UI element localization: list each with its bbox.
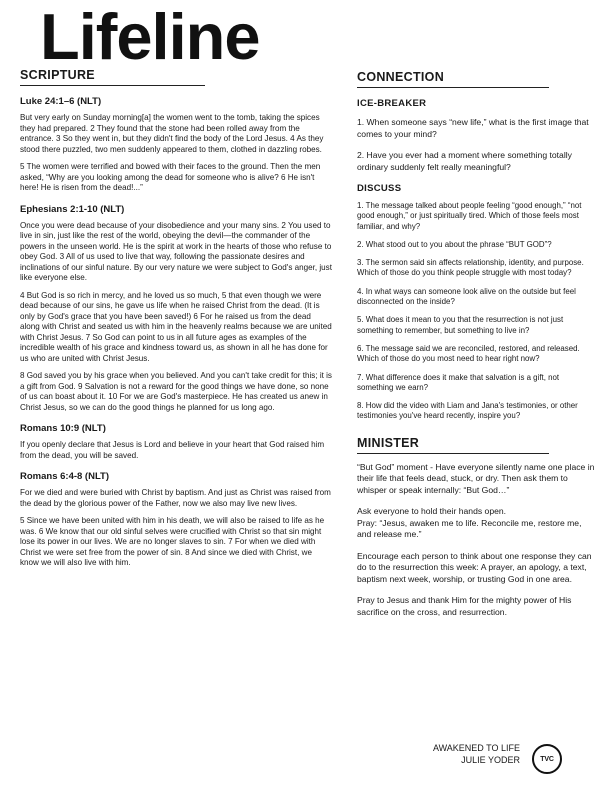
passage-paragraph: But very early on Sunday morning[a] the women went to the tomb, taking the spices they had prepared. 2 They found that the stone had been rolled away from the entrance. 3 So they went in, but they didn't find the body of the Lord Jesus. 4 As they stood there puzzled, two men suddenly appeared to them, clothed in dazzling robes. <box>20 113 324 154</box>
connection-heading: CONNECTION <box>357 70 549 88</box>
discussion-question: 4. In what ways can someone look alive on the outside but feel disconnected on the inside? <box>357 286 576 307</box>
minister-paragraph: Pray to Jesus and thank Him for the mighty power of His sacrifice on the cross, and resurrection. <box>357 595 572 617</box>
discussion-question: 7. What difference does it make that salvation is a gift, not something we earn? <box>357 372 560 392</box>
passage-paragraph: Once you were dead because of your disobedience and your many sins. 2 You used to live in sin, just like the rest of the world, obeying the devil—the commander of the powers in the unseen world. He is the spirit at work in the hearts of those who refuse to obey God. 3 All of us used to live that way, following the passionate desires and inclinations of our sinful nature. By our very nature we were subject to God's anger, just like everyone else. <box>20 220 332 282</box>
passage-reference: Romans 10:9 (NLT) <box>20 423 106 434</box>
footer-credits <box>414 742 520 766</box>
passage-paragraph: If you openly declare that Jesus is Lord and believe in your heart that God raised him from the dead, you will be saved. <box>20 440 325 460</box>
passage-reference: Ephesians 2:1-10 (NLT) <box>20 203 125 215</box>
discuss-heading: DISCUSS <box>357 183 402 194</box>
speaker-name: JULIE YODER <box>461 755 520 765</box>
scripture-column <box>20 68 332 576</box>
icebreaker-question: 2. Have you ever had a moment where something totally ordinary suddenly felt really meaningful? <box>357 150 572 172</box>
passage-paragraph: 4 But God is so rich in mercy, and he loved us so much, 5 that even though we were dead because of our sins, he gave us life when he raised Christ from the dead. (It is only by God's grace that you have been saved!) 6 For he raised us from the dead along with Christ and seated us with him in the heavenly realms because we are united with Christ Jesus. 7 So God can point to us in all future ages as examples of the incredible wealth of his grace and kindness toward us, as shown in all he has done for us who are united with Christ Jesus. <box>20 290 332 363</box>
scripture-heading: SCRIPTURE <box>20 68 205 86</box>
discussion-question: 5. What does it mean to you that the resurrection is not just something to remember, but something to live in? <box>357 315 564 335</box>
passage-paragraph: For we died and were buried with Christ by baptism. And just as Christ was raised from the dead by the glorious power of the Father, now we also may live new lives. <box>20 488 331 508</box>
minister-paragraph: “But God” moment - Have everyone silently name one place in their life that feels dead, stuck, or dry. Then ask them to whisper or speak internally: “But God…” <box>357 461 595 495</box>
connection-column <box>357 70 597 628</box>
minister-heading: MINISTER <box>357 436 549 454</box>
page-title: Lifeline <box>40 0 260 73</box>
passage-paragraph: 5 The women were terrified and bowed with their faces to the ground. Then the men asked, “Why are you looking among the dead for someone who is alive? 6 He isn't here! He is risen from the dead!...” <box>20 162 321 192</box>
passage-reference: Romans 6:4-8 (NLT) <box>20 471 110 482</box>
passage-reference: Luke 24:1–6 (NLT) <box>20 96 102 107</box>
passage-paragraph: 5 Since we have been united with him in his death, we will also be raised to life as he was. 6 We know that our old sinful selves were crucified with Christ so that sin might lose its power in our lives. We are no longer slaves to sin. 7 For when we died with Christ we were set free from the power of sin. 8 And since we died with Christ, we know we will also live with him. <box>20 516 325 567</box>
discussion-question: 6. The message said we are reconciled, restored, and released. Which of those do you most need to hear right now? <box>357 343 580 364</box>
minister-paragraph: Ask everyone to hold their hands open. Pray: “Jesus, awaken me to life. Reconcile me, restore me, and release me.” <box>357 506 582 540</box>
tvc-logo: TVC <box>532 744 562 774</box>
passage-paragraph: 8 God saved you by his grace when you believed. And you can't take credit for this; it is a gift from God. 9 Salvation is not a reward for the good things we have done, so none of us can boast about it. 10 For we are God's masterpiece. He has created us anew in Christ Jesus, so we can do the good things he planned for us long ago. <box>20 371 332 412</box>
icebreaker-question: 1. When someone says “new life,” what is the first image that comes to your mind? <box>357 117 589 139</box>
icebreaker-heading: ICE-BREAKER <box>357 98 427 109</box>
discussion-question: 3. The sermon said sin affects relationship, identity, and purpose. Which of those do you think people struggle with most today? <box>357 258 584 278</box>
discussion-question: 1. The message talked about people feeling “good enough,” “not good enough,” or just spiritually tired. Which of those feels most familiar, and why? <box>357 201 582 231</box>
minister-paragraph: Encourage each person to think about one response they can do to the resurrection this week: A prayer, an apology, a text, baptism next week, worship, or trusting God in one area. <box>357 550 592 584</box>
discussion-question: 2. What stood out to you about the phrase “BUT GOD”? <box>357 239 552 249</box>
discussion-question: 8. How did the video with Liam and Jana's testimonies, or other testimonies you've heard recently, inspire you? <box>357 401 578 421</box>
series-name: AWAKENED TO LIFE <box>432 743 520 753</box>
